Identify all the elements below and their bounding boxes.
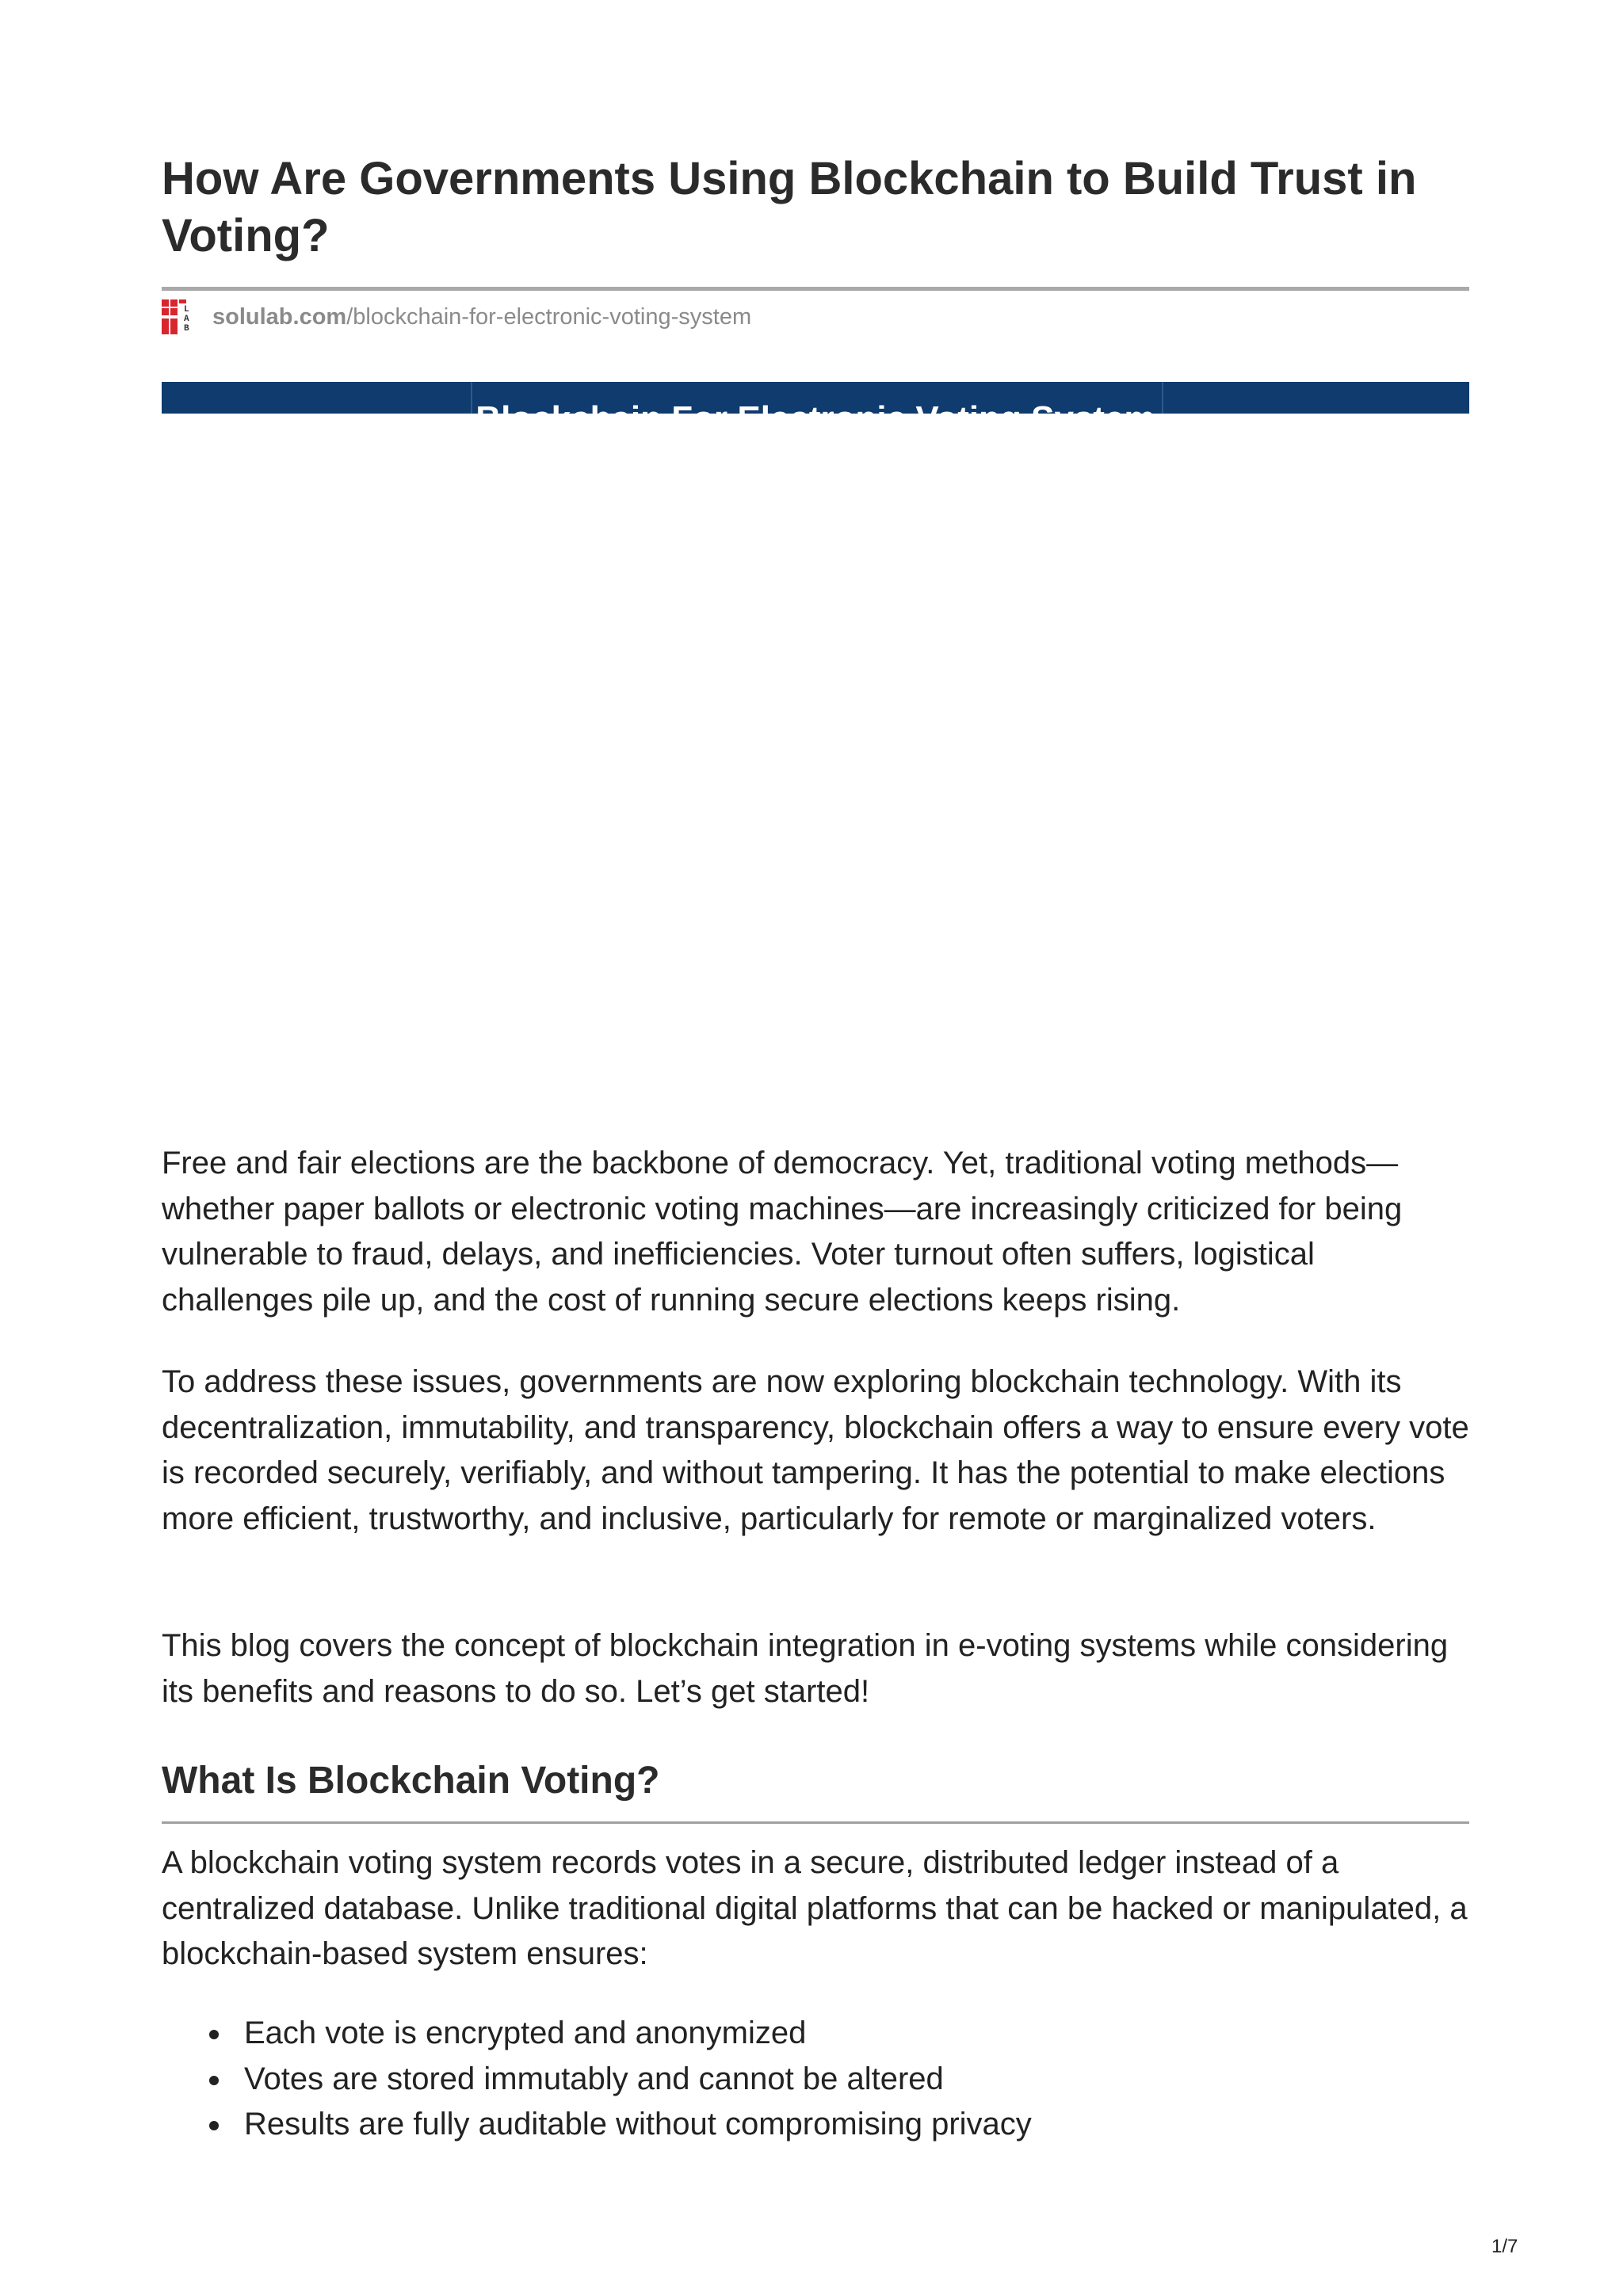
section-divider	[162, 1821, 1469, 1824]
article-title: How Are Governments Using Blockchain to Build Trust in Voting?	[162, 153, 1417, 261]
hero-banner-title: Blockchain For Electronic Voting System	[475, 399, 1155, 438]
page-number: 1/7	[1491, 2236, 1518, 2257]
source-domain: solulab.com	[212, 303, 347, 330]
source-path: /blockchain-for-electronic-voting-system	[346, 303, 752, 330]
intro-paragraph-1: Free and fair elections are the backbone of democracy. Yet, traditional voting methods—whether paper ballots or electronic voting machines—are increasingly criticized for being vulnerable to fraud, delays, and inefficiencies. Voter turnout often suffers, logistical challenges pile up, and the cost of running secure elections keeps rising.	[162, 1146, 1403, 1318]
section-intro-paragraph: A blockchain voting system records votes in a secure, distributed ledger instead of a centralized database. Unlike traditional digital platforms that can be hacked or manipulated, a blockchain-based system ensures:	[162, 1845, 1468, 1971]
intro-paragraph-2: To address these issues, governments are now exploring blockchain technology. With its decentralization, immutability, and transparency, blockchain offers a way to ensure every vote is recorded securely, verifiably, and without tampering. It has the potential to make elections more efficient, trustworthy, and inclusive, particularly for remote or marginalized voters.	[162, 1364, 1469, 1536]
list-item-text: Votes are stored immutably and cannot be altered	[244, 2061, 944, 2096]
source-url[interactable]	[212, 304, 751, 330]
list-item-text: Results are fully auditable without compromising privacy	[244, 2107, 1032, 2142]
list-item	[162, 2057, 1469, 2103]
bullet-icon	[209, 2030, 219, 2039]
title-divider	[162, 287, 1469, 291]
list-item	[162, 2102, 1469, 2148]
list-item	[162, 2011, 1469, 2057]
solulab-logo-icon: L A B	[162, 299, 195, 334]
bullet-icon	[209, 2121, 219, 2130]
list-item-text: Each vote is encrypted and anonymized	[244, 2016, 807, 2050]
bullet-icon	[209, 2076, 219, 2085]
hero-banner-image	[162, 382, 1469, 438]
source-line[interactable]	[162, 299, 751, 334]
feature-bullet-list	[162, 2011, 1469, 2148]
section-heading: What Is Blockchain Voting?	[162, 1760, 660, 1802]
intro-paragraph-3: This blog covers the concept of blockchain integration in e-voting systems while considering its benefits and reasons to do so. Let’s get started!	[162, 1628, 1449, 1709]
